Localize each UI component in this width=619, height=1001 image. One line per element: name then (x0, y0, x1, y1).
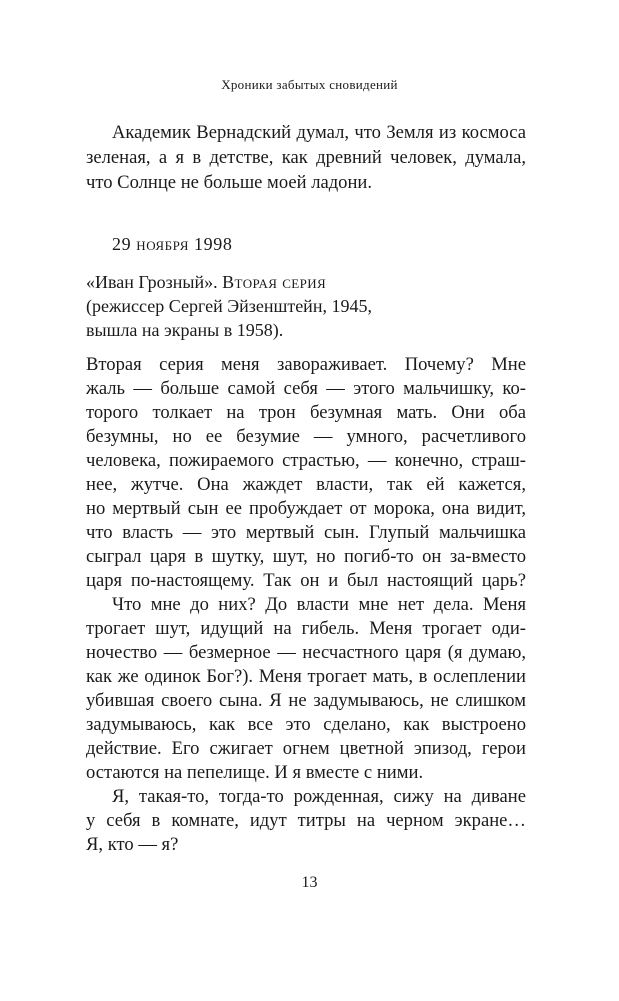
entry-date: 29 ноября 1998 (112, 234, 233, 254)
text-line: царя по-настоящему. Так он и был настоящий царь? (86, 570, 526, 591)
text-line: нее, жутче. Она жаждет власти, так ей кажется, (86, 474, 526, 495)
film-title: «Иван Грозный». (86, 272, 218, 292)
text-line: трогает шут, идущий на гибель. Меня трогает оди- (86, 618, 526, 639)
text-line: что Солнце не больше моей ладони. (86, 172, 373, 193)
text-line: остаются на пепелище. И я вместе с ними. (86, 762, 424, 783)
film-credit-line: (режиссер Сергей Эйзенштейн, 1945, (86, 296, 372, 316)
text-line: Что мне до них? До власти мне нет дела. Меня (112, 594, 526, 615)
film-title-line (86, 271, 326, 293)
text-line: безумны, но ее безумие — умного, расчетливого (86, 426, 526, 447)
text-line: Академик Вернадский думал, что Земля из космоса (112, 122, 526, 143)
text-line: Вторая серия меня завораживает. Почему? Мне (86, 354, 526, 375)
film-credit-line: вышла на экраны в 1958). (86, 320, 284, 340)
text-line: человека, пожираемого страстью, — конечно, страш- (86, 450, 526, 471)
text-line: Я, такая-то, тогда-то рожденная, сижу на диване (112, 786, 526, 807)
text-line: жаль — больше самой себя — этого мальчишку, ко- (86, 378, 526, 399)
text-line: у себя в комнате, идут титры на черном экране… (86, 810, 526, 831)
film-series-label: Вторая серия (222, 272, 327, 292)
text-line: но мертвый сын ее пробуждает от морока, она видит, (86, 498, 526, 519)
text-line: Я, кто — я? (86, 834, 179, 855)
text-line: торого толкает на трон безумная мать. Они оба (86, 402, 526, 423)
text-line: что власть — это мертвый сын. Глупый мальчишка (86, 522, 526, 543)
text-line: ночество — безмерное — несчастного царя (я думаю, (86, 642, 526, 663)
page-number: 13 (301, 874, 318, 891)
text-line: задумываюсь, как все это сделано, как выстроено (86, 714, 526, 735)
text-line: убившая своего сына. Я не задумываюсь, не слишком (86, 690, 526, 711)
text-line: действие. Его сжигает огнем цветной эпизод, герои (86, 738, 526, 759)
text-line: зеленая, а я в детстве, как древний человек, думала, (86, 147, 526, 168)
text-line: сыграл царя в шутку, шут, но погиб-то он за-вместо (86, 546, 526, 567)
text-line: как же одинок Бог?). Меня трогает мать, в ослеплении (86, 666, 526, 687)
running-head: Хроники забытых сновидений (221, 77, 398, 92)
